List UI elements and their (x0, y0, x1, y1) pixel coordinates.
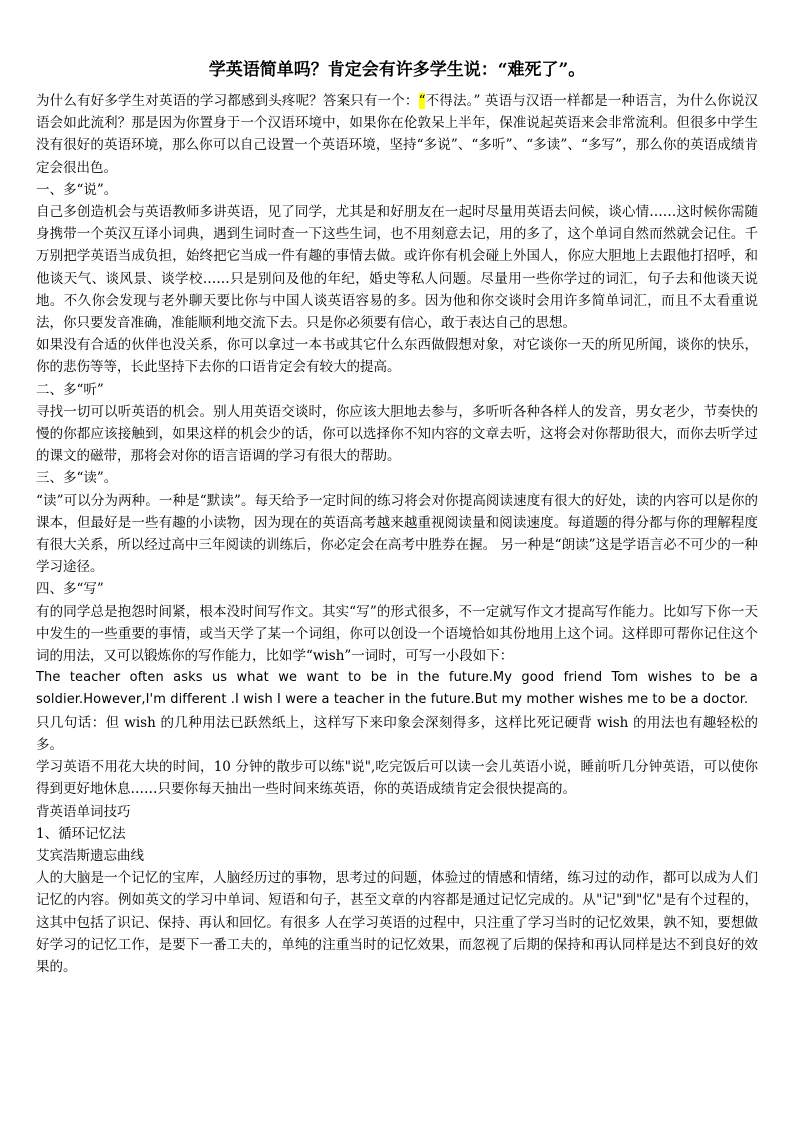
heading-vocabulary-tips: 背英语单词技巧 (36, 803, 131, 820)
paragraph-speak-1: 自己多创造机会与英语教师多讲英语，见了同学，尤其是和好朋友在一起时尽量用英语去问候，谈心情……这时候你需随身携带一个英汉互译小词典，遇到生词时查一下这些生词，也不用刻意去记，用的多了，这个单词自然而然就会记住。千万别把学英语当成负担，始终把它当成一件有趣的事情去做。或许你有机会碰上外国人，你应大胆地上去跟他打招呼，和他谈天气、谈风景、谈学校……只是别问及他的年纪，婚史等私人问题。尽量用一些你学过的词汇，句子去和他谈天说地。不久你会发现与老外聊天要比你与中国人谈英语容易的多。因为他和你交谈时会用许多简单词汇，而且不太看重说法，你只要发音准确，准能顺利地交流下去。只是你必须要有信心，敢于表达自己的思想。 (36, 204, 758, 332)
intro-text-before: 为什么有好多学生对英语的学习都感到头疼呢？答案只有一个： (36, 93, 419, 109)
section-heading-listen: 二、多“听” (36, 381, 104, 398)
section-heading-speak: 一、多“说”。 (36, 181, 118, 198)
highlighted-quote-mark: “ (418, 93, 426, 109)
paragraph-daily-practice: 学习英语不用花大块的时间，10 分钟的散步可以练"说",吃完饭后可以读一会儿英语小说，睡前听几分钟英语，可以使你得到更好地休息……只要你每天抽出一些时间来练英语，你的英语成绩肯定会很快提高的。 (36, 759, 758, 798)
intro-paragraph (36, 90, 758, 179)
document-title: 学英语简单吗？肯定会有许多学生说：“难死了”。 (208, 60, 586, 80)
heading-ebbinghaus-curve: 艾宾浩斯遗忘曲线 (36, 847, 144, 864)
paragraph-wish-summary: 只几句话：但 wish 的几种用法已跃然纸上，这样写下来印象会深刻得多，这样比死记硬背 wish 的用法也有趣轻松的多。 (36, 714, 758, 753)
paragraph-write: 有的同学总是抱怨时间紧，根本没时间写作文。其实“写”的形式很多，不一定就写作文才提高写作能力。比如写下你一天中发生的一些重要的事情，或当天学了某一个词组，你可以创设一个语境恰如其份地用上这个词。这样即可帮你记住这个词的用法，又可以锻炼你的写作能力，比如学“wish”一词时，可写一小段如下： (36, 603, 758, 665)
section-heading-read: 三、多“读”。 (36, 470, 118, 487)
english-example-paragraph: The teacher often asks us what we want to be in the future.My good friend Tom wishes to be a soldier.However,I'm different .I wish I were a teacher in the future.But my mother wishes me to be a doctor. (36, 670, 763, 708)
paragraph-speak-2: 如果没有合适的伙伴也没关系，你可以拿过一本书或其它什么东西做假想对象，对它谈你一天的所见所闻，谈你的快乐，你的悲伤等等，长此坚持下去你的口语肯定会有较大的提高。 (36, 337, 758, 376)
section-heading-write: 四、多“写” (36, 581, 104, 598)
intro-text-after: 不得法。” 英语与汉语一样都是一种语言，为什么你说汉语会如此流利？那是因为你置身于一个汉语环境中，如果你在伦敦呆上半年，保准说起英语来会非常流利。但很多中学生没有很好的英语环境，那么你可以自己设置一个英语环境，坚持“多说”、“多听”、“多读”、“多写”，那么你的英语成绩肯定会很出色。 (36, 93, 759, 176)
paragraph-memory: 人的大脑是一个记忆的宝库，人脑经历过的事物，思考过的问题，体验过的情感和情绪，练习过的动作，都可以成为人们记忆的内容。例如英文的学习中单词、短语和句子，甚至文章的内容都是通过记忆完成的。从"记"到"忆"是有个过程的，这其中包括了识记、保持、再认和回忆。有很多 人在学习英语的过程中，只注重了学习当时的记忆效果，孰不知，要想做好学习的记忆工作，是要下一番工夫的，单纯的注重当时的记忆效果，而忽视了后期的保持和再认同样是达不到良好的效果的。 (36, 870, 758, 975)
paragraph-read: “读”可以分为两种。一种是“默读”。每天给予一定时间的练习将会对你提高阅读速度有很大的好处，读的内容可以是你的课本，但最好是一些有趣的小读物，因为现在的英语高考越来越重视阅读量和阅读速度。每道题的得分都与你的理解程度有很大关系，所以经过高中三年阅读的训练后，你必定会在高考中胜券在握。 另一种是“朗读”这是学语言必不可少的一种学习途径。 (36, 492, 758, 576)
paragraph-listen: 寻找一切可以听英语的机会。别人用英语交谈时，你应该大胆地去参与，多听听各种各样人的发音，男女老少，节奏快的慢的你都应该接触到，如果这样的机会少的话，你可以选择你不知内容的文章去听，这将会对你帮助很大，而你去听学过的课文的磁带，那将会对你的语言语调的学习有很大的帮助。 (36, 403, 758, 465)
heading-cyclic-memory: 1、循环记忆法 (36, 825, 126, 842)
